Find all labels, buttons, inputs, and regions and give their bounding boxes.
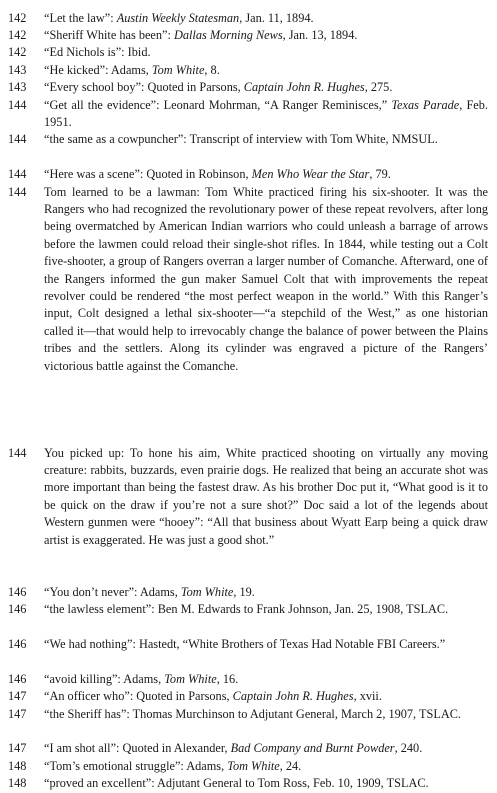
endnote-page-number: 146 xyxy=(8,636,27,651)
endnote-page-number: 148 xyxy=(8,776,27,791)
cited-title: Captain John R. Hughes xyxy=(243,80,365,95)
note-text-segment: “We had nothing”: Hastedt, “White Brothers of Texas Had Notable FBI Careers.” xyxy=(44,636,446,651)
endnote-text xyxy=(44,688,488,705)
note-text-segment: “the lawless element”: Ben M. Edwards to Frank Johnson, Jan. 25, 1908, TSLAC. xyxy=(44,602,449,617)
endnote-page-number: 146 xyxy=(8,584,27,599)
cited-title: Men Who Wear the Star xyxy=(251,167,370,182)
endnote-text xyxy=(44,131,488,148)
cited-title: Tom White xyxy=(180,584,234,599)
note-text-segment: , 19. xyxy=(233,584,255,599)
endnote-page-number: 142 xyxy=(8,27,27,42)
cited-title: Tom White xyxy=(164,671,217,686)
note-text-segment: Tom learned to be a lawman: Tom White practiced firing his six-shooter. It was the Rangers who had recognized the revolutionary power of these repeat revolvers, after long being overmatched by American Indian warriors who could unleash a barrage of arrows before the lawmen could reload their single-shot rifles. In 1844, while testing out a Colt five-shooter, a group of Rangers overran a larger number of Comanche. Afterward, one of the Rangers informed the gun maker Samuel Colt that with improvements the repeat revolver could be rendered “the most perfect weapon in the world.” With this Ranger’s input, Colt designed a lethal six-shooter—“a stepchild of the West,” as one historian called it—that would help to irrevocably change the balance of power between the Plains tribes and the settlers. Along its cylinder was engraved a picture of the Rangers’ victorious battle against the Comanche. xyxy=(44,184,488,373)
endnote-text xyxy=(44,10,488,27)
note-text-segment: , Feb. 1951. xyxy=(44,97,488,129)
endnote-page-number: 147 xyxy=(8,706,27,721)
endnote-page-number: 142 xyxy=(8,45,27,60)
endnote-text xyxy=(44,62,488,79)
cited-title: Bad Company and Burnt Powder xyxy=(230,741,395,756)
endnote-text xyxy=(44,775,488,792)
note-text-segment: , 275. xyxy=(364,80,393,95)
note-text-segment: , Jan. 11, 1894. xyxy=(239,10,314,25)
endnote-text xyxy=(44,584,488,601)
note-text-segment: “Let the law”: xyxy=(44,10,117,25)
endnote-page-number: 142 xyxy=(8,10,27,25)
cited-title: Captain John R. Hughes xyxy=(232,689,354,704)
endnote-page-number: 143 xyxy=(8,62,27,77)
note-text-segment: , 16. xyxy=(216,671,239,686)
cited-title: Austin Weekly Statesman xyxy=(116,10,240,25)
note-text-segment: “An officer who”: Quoted in Parsons, xyxy=(44,689,233,704)
endnote-page-number: 144 xyxy=(8,445,27,460)
endnote-page-number: 144 xyxy=(8,132,27,147)
note-text-segment: “Sheriff White has been”: xyxy=(44,27,174,42)
endnote-text xyxy=(44,706,488,723)
note-text-segment: You picked up: To hone his aim, White practiced shooting on virtually any moving creature: rabbits, buzzards, even prairie dogs. He realized that being an accurate shot was more important than being the fastest draw. As his brother Doc put it, “What good is it to be quick on the draw if you’re not a sure shot?” Doc said a lot of the legends about Western gunmen were “hooey”: “All that business about Wyatt Earp being a quick draw artist is exaggerated. He was just a good shot.” xyxy=(44,445,488,547)
endnote-page-number: 148 xyxy=(8,758,27,773)
note-text-segment: “I am shot all”: Quoted in Alexander, xyxy=(44,741,231,756)
endnote-page-number: 146 xyxy=(8,602,27,617)
endnote-text xyxy=(44,671,488,688)
cited-title: Tom White xyxy=(227,758,280,773)
note-text-segment: “Tom’s emotional struggle”: Adams, xyxy=(44,758,228,773)
endnote-text xyxy=(44,166,488,183)
endnote-text xyxy=(44,27,488,44)
note-text-segment: “the same as a cowpuncher”: Transcript of interview with Tom White, NMSUL. xyxy=(44,132,438,147)
endnote-text xyxy=(44,740,488,757)
cited-title: Tom White xyxy=(151,62,205,77)
note-text-segment: “the Sheriff has”: Thomas Murchinson to Adjutant General, March 2, 1907, TSLAC. xyxy=(44,706,462,721)
note-text-segment: , Jan. 13, 1894. xyxy=(282,27,358,42)
endnote-text xyxy=(44,97,488,132)
note-text-segment: , 8. xyxy=(204,62,220,77)
endnote-page-number: 143 xyxy=(8,80,27,95)
note-text-segment: , 79. xyxy=(369,167,391,182)
note-text-segment: , 240. xyxy=(394,741,423,756)
note-text-segment: “Every school boy”: Quoted in Parsons, xyxy=(44,80,244,95)
note-text-segment: “He kicked”: Adams, xyxy=(44,62,152,77)
note-text-segment: “Ed Nichols is”: Ibid. xyxy=(44,45,151,60)
endnote-text xyxy=(44,601,488,618)
endnote-text xyxy=(44,184,488,375)
note-text-segment: “You don’t never”: Adams, xyxy=(44,584,181,599)
endnote-text xyxy=(44,445,488,549)
cited-title: Dallas Morning News xyxy=(173,27,283,42)
note-text-segment: “Here was a scene”: Quoted in Robinson, xyxy=(44,167,252,182)
endnote-text xyxy=(44,44,488,61)
note-text-segment: “proved an excellent”: Adjutant General to Tom Ross, Feb. 10, 1909, TSLAC. xyxy=(44,776,429,791)
note-text-segment: “avoid killing”: Adams, xyxy=(44,671,165,686)
endnote-page-number: 146 xyxy=(8,671,27,686)
note-text-segment: , xvii. xyxy=(353,689,382,704)
endnote-page-number: 147 xyxy=(8,689,27,704)
endnote-text xyxy=(44,758,488,775)
endnote-page-number: 144 xyxy=(8,184,27,199)
cited-title: Texas Parade xyxy=(391,97,460,112)
endnote-page-number: 144 xyxy=(8,97,27,112)
note-text-segment: “Get all the evidence”: Leonard Mohrman, “A Ranger Reminisces,” xyxy=(44,97,392,112)
endnote-text xyxy=(44,79,488,96)
note-text-segment: , 24. xyxy=(279,758,302,773)
endnote-page-number: 147 xyxy=(8,741,27,756)
endnote-text xyxy=(44,636,488,653)
endnote-page-number: 144 xyxy=(8,167,27,182)
